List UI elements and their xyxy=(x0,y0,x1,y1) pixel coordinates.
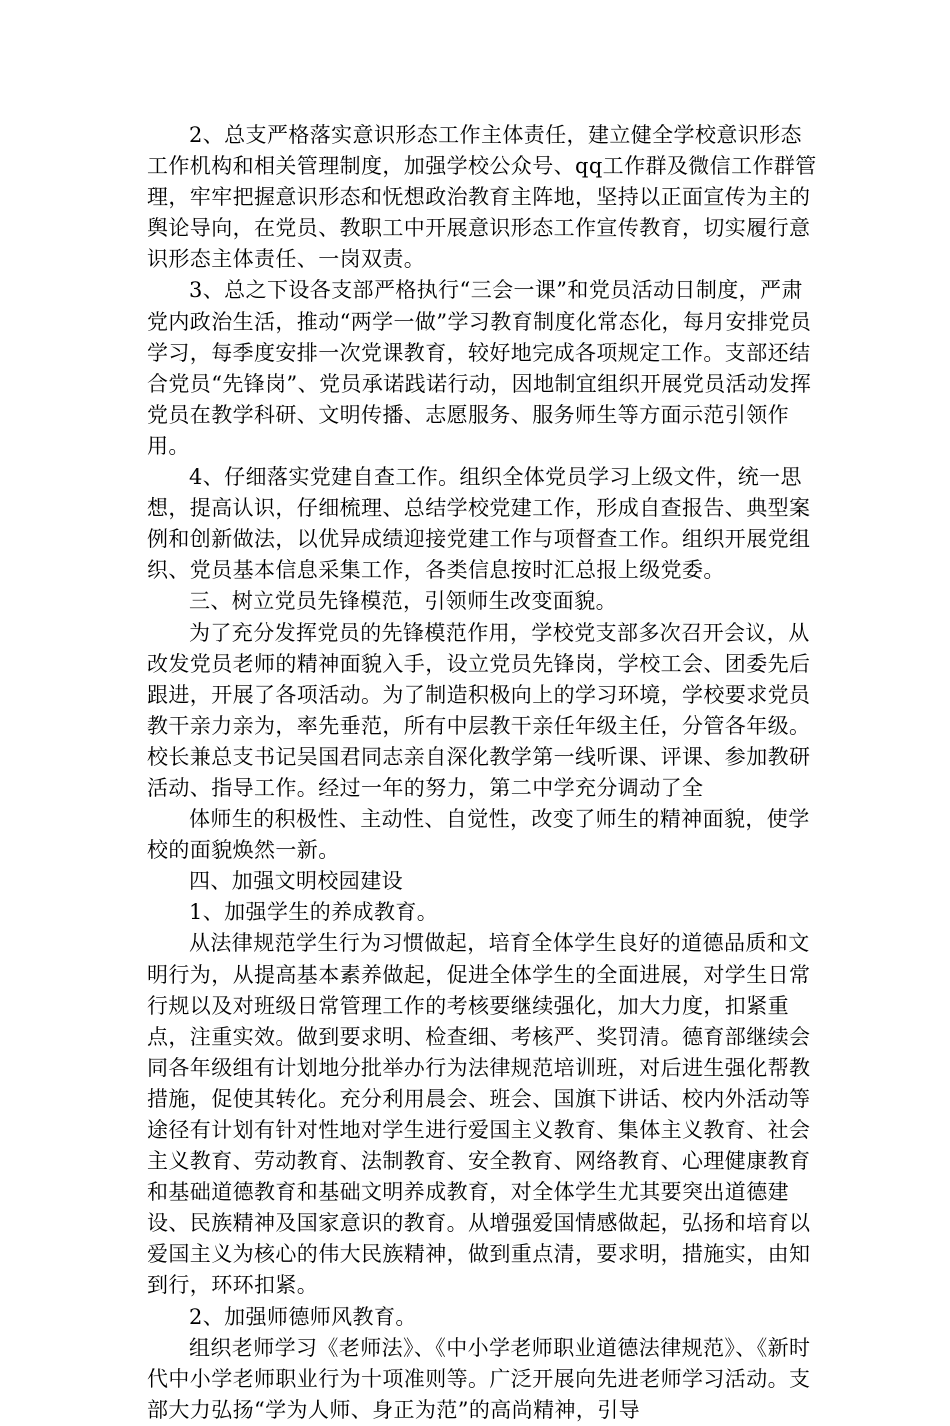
paragraph-5: 为了充分发挥党员的先锋模范作用，学校党支部多次召开会议，从改发党员老师的精神面貌入手，设立党员先锋岗，学校工会、团委先后跟进，开展了各项活动。为了制造积极向上的学习环境，学校要求党员教干亲力亲为，率先垂范，所有中层教干亲任年级主任，分管各年级。校长兼总支书记吴国君同志亲自深化教学第一线听课、评课、参加教研活动、指导工作。经过一年的努力，第二中学充分调动了全 xyxy=(147,620,811,800)
paragraph-1: 2、总支严格落实意识形态工作主体责任，建立健全学校意识形态工作机构和相关管理制度，加强学校公众号、qq工作群及微信工作群管理，牢牢把握意识形态和怃想政治教育主阵地，坚持以正面宣传为主的舆论导向，在党员、教职工中开展意识形态工作宣传教育，切实履行意识形态主体责任、一岗双责。 xyxy=(147,123,817,272)
section-heading-4: 四、加强文明校园建设 xyxy=(189,869,403,894)
section-heading-3: 三、树立党员先锋模范，引领师生改变面貌。 xyxy=(189,589,617,614)
subheading-2: 2、加强师德师风教育。 xyxy=(189,1304,417,1329)
paragraph-3: 4、仔细落实党建自查工作。组织全体党员学习上级文件，统一思想，提高认识，仔细梳理、总结学校党建工作，形成自查报告、典型案例和创新做法，以优异成绩迎接党建工作与项督查工作。组织开展党组织、党员基本信息采集工作，各类信息按时汇总报上级党委。 xyxy=(147,465,811,583)
paragraph-9: 从法律规范学生行为习惯做起，培育全体学生良好的道德品质和文明行为，从提高基本素养做起，促进全体学生的全面进展，对学生日常行规以及对班级日常管理工作的考核要继续强化，加大力度，扣紧重点，注重实效。做到要求明、检查细、考核严、奖罚清。德育部继续会同各年级组有计划地分批举办行为法律规范培训班，对后进生强化帮教措施，促使其转化。充分利用晨会、班会、国旗下讲话、校内外活动等途径有计划有针对性地对学生进行爱国主义教育、集体主义教育、社会主义教育、劳动教育、法制教育、安全教育、网络教育、心理健康教育和基础道德教育和基础文明养成教育，对全体学生尤其要突出道德建设、民族精神及国家意识的教育。从增强爱国情感做起，弘扬和培育以爱国主义为核心的伟大民族精神，做到重点清，要求明，措施实，由知到行，环环扣紧。 xyxy=(147,931,811,1298)
subheading-1: 1、加强学生的养成教育。 xyxy=(189,900,439,925)
document-body xyxy=(147,120,819,1426)
paragraph-2: 3、总之下设各支部严格执行“三会一课”和党员活动日制度，严肃党内政治生活，推动“两学一做”学习教育制度化常态化，每月安排党员学习，每季度安排一次党课教育，较好地完成各项规定工作。支部还结合党员“先锋岗”、党员承诺践诺行动，因地制宜组织开展党员活动发挥党员在教学科研、文明传播、志愿服务、服务师生等方面示范引领作用。 xyxy=(147,278,812,458)
paragraph-6: 体师生的积极性、主动性、自觉性，改变了师生的精神面貌，使学校的面貌焕然一新。 xyxy=(147,807,810,863)
paragraph-11: 组织老师学习《老师法》、《中小学老师职业道德法律规范》、《新时代中小学老师职业行为十项准则等。广泛开展向先进老师学习活动。支部大力弘扬“学为人师、身正为范”的高尚精神，引导 xyxy=(147,1335,811,1422)
